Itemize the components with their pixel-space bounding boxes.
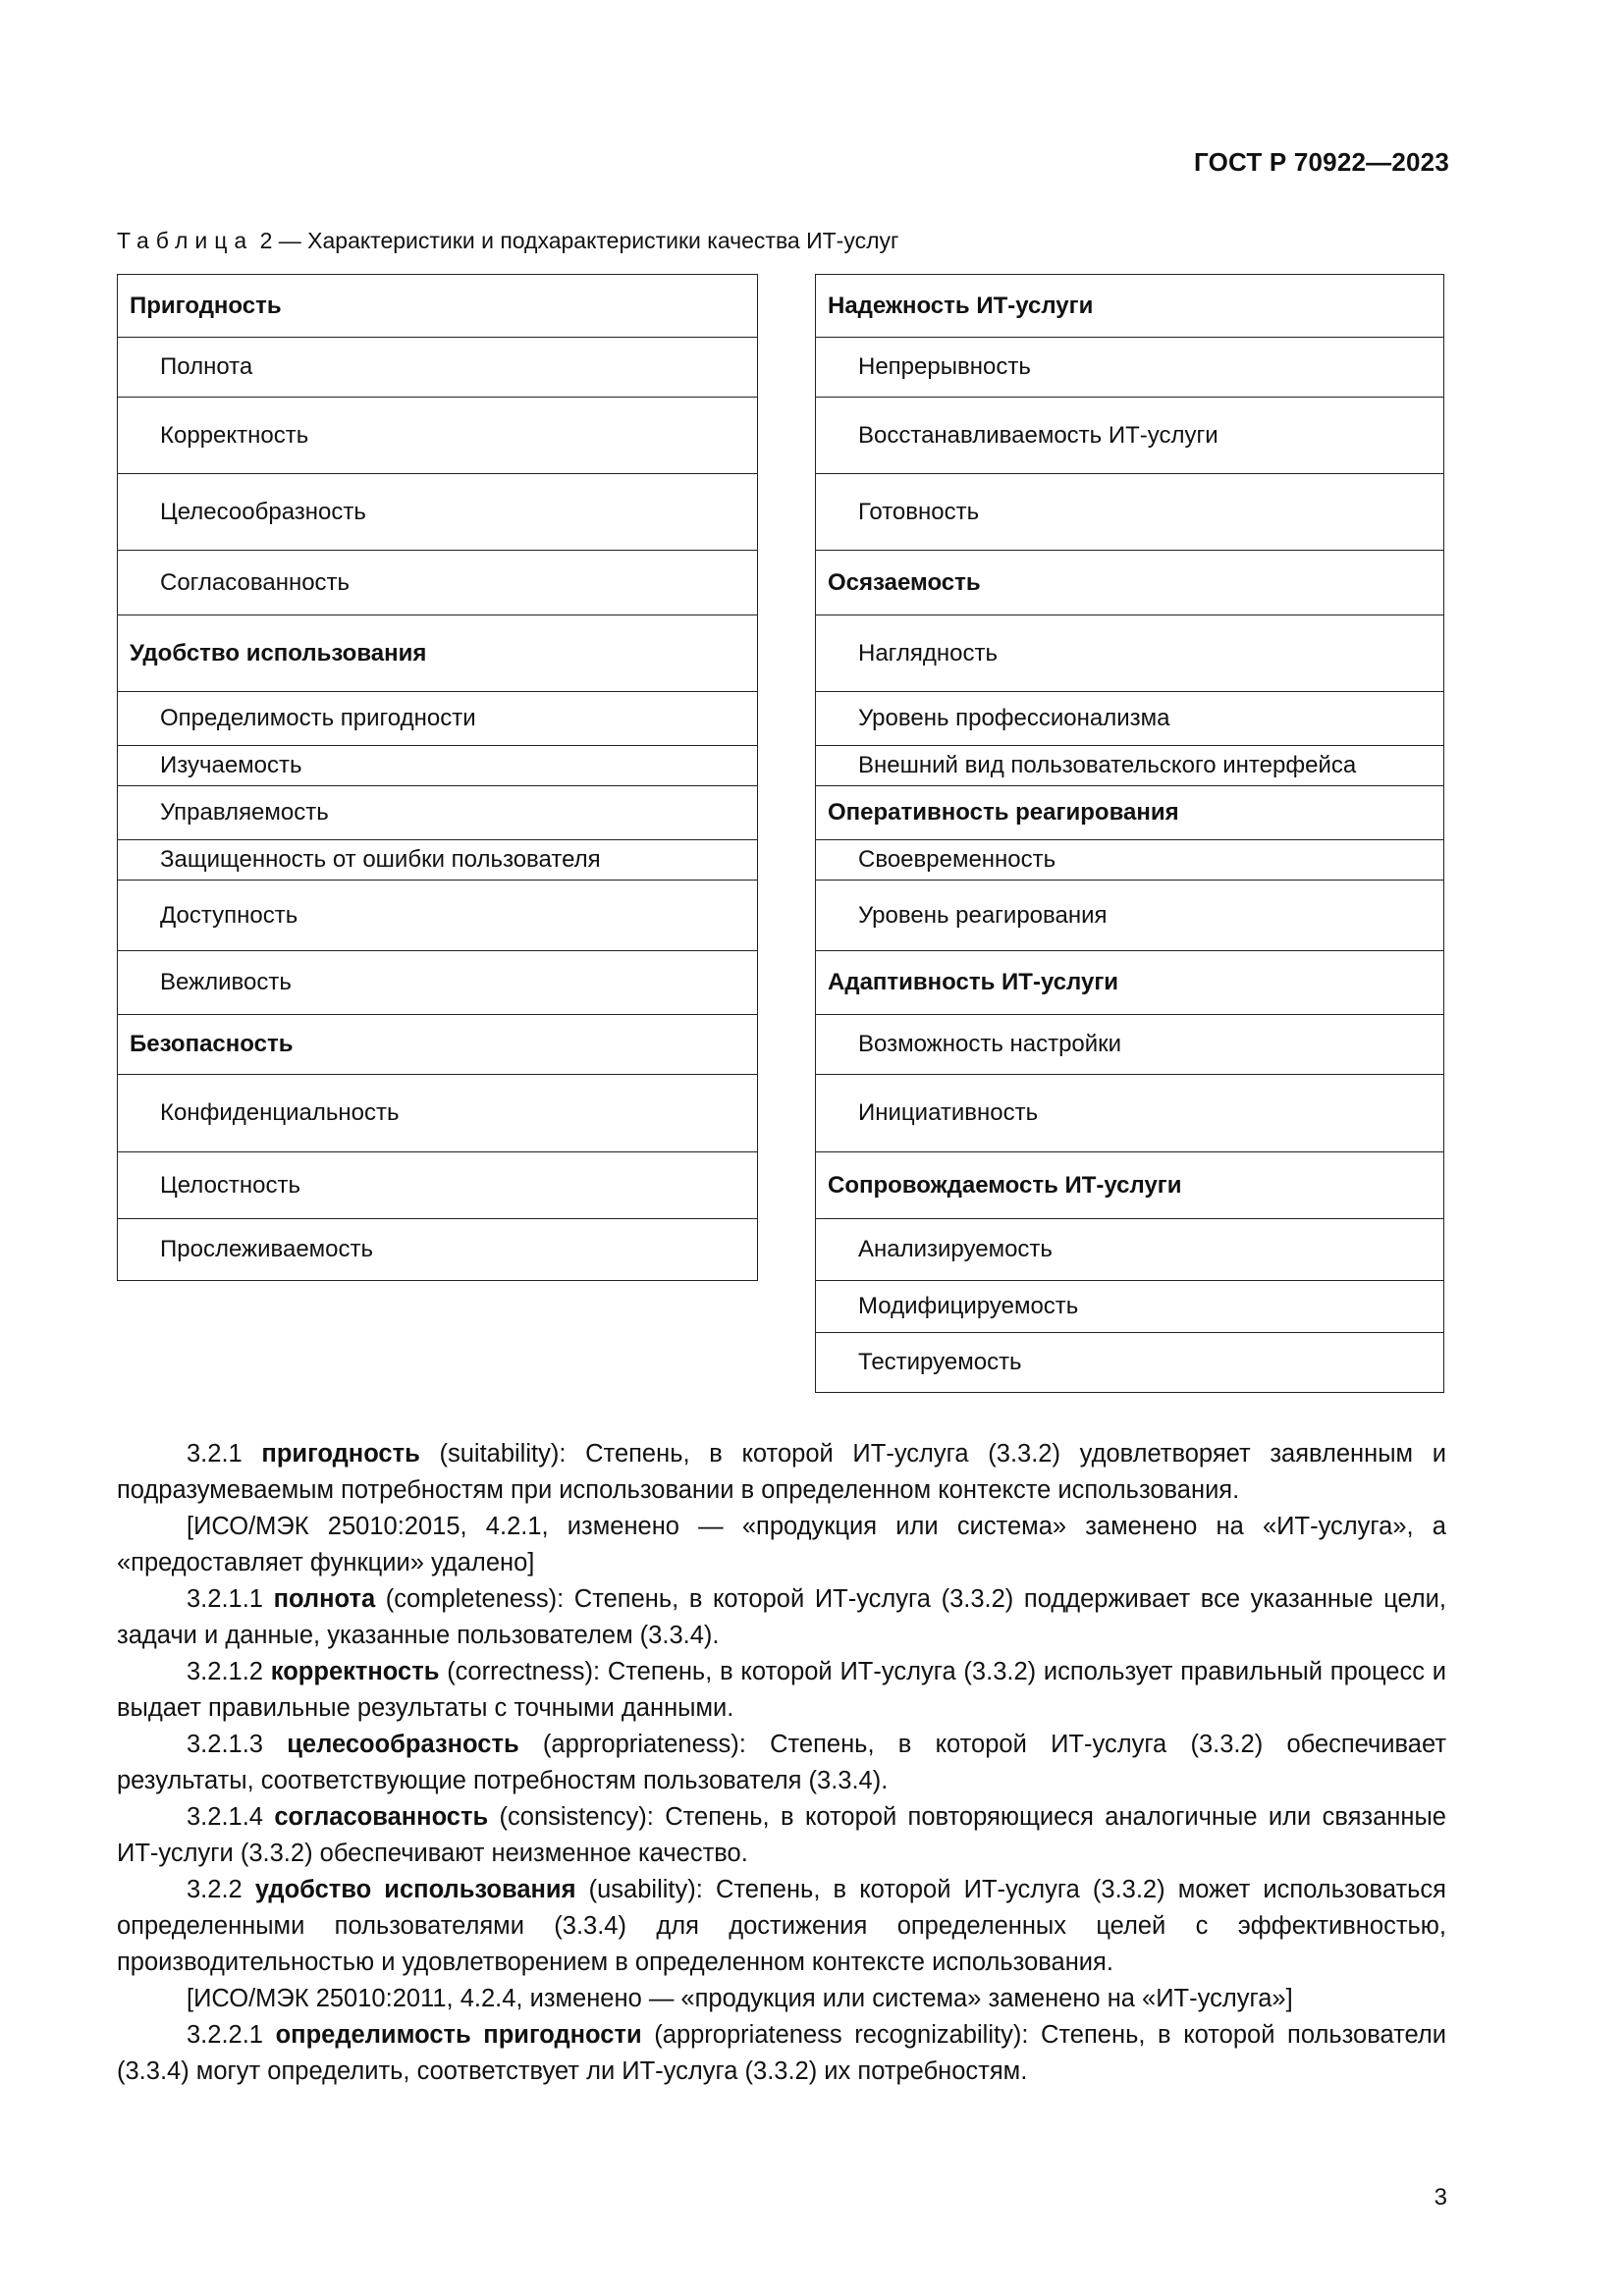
table-cell: Удобство использования [118, 615, 758, 692]
table-cell: Корректность [118, 398, 758, 474]
term-english: (consistency) [499, 1803, 647, 1831]
paragraph [117, 1799, 1446, 1872]
term-english: (suitability) [439, 1440, 560, 1468]
table-cell: Целесообразность [118, 474, 758, 551]
paragraph [117, 1509, 1446, 1581]
table-cell: Уровень профессионализма [816, 692, 1444, 746]
clause-number: 3.2.1.4 [187, 1803, 263, 1831]
term: пригодность [261, 1440, 420, 1468]
table-cell: Вежливость [118, 951, 758, 1015]
table-cell: Наглядность [816, 615, 1444, 692]
table-cell: Готовность [816, 474, 1444, 551]
table-cell: Внешний вид пользовательского интерфейса [816, 746, 1444, 786]
paragraph [117, 1727, 1446, 1799]
clause-number: 3.2.1.1 [187, 1585, 263, 1613]
definition: : Степень, в которой повторяющиеся аналогичные или связанные ИТ-услуги (3.3.2) обеспечивают неизменное качество. [117, 1803, 1446, 1867]
definition: : Степень, в которой ИТ-услуга (3.3.2) поддерживает все указанные цели, задачи и данные, указанные пользователем (3.3.4). [117, 1585, 1446, 1649]
definition: : Степень, в которой ИТ-услуга (3.3.2) обеспечивает результаты, соответствующие потребностям пользователя (3.3.4). [117, 1731, 1447, 1794]
table-cell: Модифицируемость [816, 1281, 1444, 1333]
right-quality-table [815, 274, 1444, 1393]
table-cell: Возможность настройки [816, 1015, 1444, 1075]
source-note: [ИСО/МЭК 25010:2015, 4.2.1, изменено — «продукция или система» заменено на «ИТ-услуга», а «предоставляет функции» удалено] [117, 1513, 1446, 1576]
table-caption-text: 2 — Характеристики и подхарактеристики качества ИТ-услуг [259, 228, 899, 253]
definition: : Степень, в которой пользователи (3.3.4) могут определить, соответствует ли ИТ-услуга (3.3.2) их потребностям. [117, 2021, 1446, 2085]
clause-number: 3.2.2 [187, 1876, 243, 1903]
table-cell: Уровень реагирования [816, 881, 1444, 951]
term: полнота [273, 1585, 376, 1613]
term: корректность [270, 1658, 440, 1685]
table-cell: Пригодность [118, 275, 758, 338]
table-cell: Управляемость [118, 786, 758, 840]
table-cell: Сопровождаемость ИТ-услуги [816, 1152, 1444, 1219]
table-cell: Изучаемость [118, 746, 758, 786]
body-text [117, 1436, 1446, 2090]
table-cell: Инициативность [816, 1075, 1444, 1152]
term: удобство использования [254, 1876, 576, 1903]
table-cell: Прослеживаемость [118, 1219, 758, 1281]
term: целесообразность [287, 1731, 519, 1758]
table-cell: Безопасность [118, 1015, 758, 1075]
paragraph [117, 1872, 1446, 1981]
table-cell: Определимость пригодности [118, 692, 758, 746]
term-english: (correctness) [447, 1658, 593, 1685]
table-cell: Доступность [118, 881, 758, 951]
paragraph [117, 1981, 1446, 2017]
term-english: (completeness) [385, 1585, 558, 1613]
paragraph [117, 1581, 1446, 1654]
page-number: 3 [1434, 2184, 1447, 2211]
term-english: (appropriateness) [542, 1731, 739, 1758]
document-code: ГОСТ Р 70922—2023 [1194, 147, 1449, 177]
source-note: [ИСО/МЭК 25010:2011, 4.2.4, изменено — «продукция или система» заменено на «ИТ-услуга»] [187, 1985, 1293, 2012]
table-cell: Осязаемость [816, 551, 1444, 615]
table-cell: Восстанавливаемость ИТ-услуги [816, 398, 1444, 474]
term: определимость пригодности [275, 2021, 642, 2049]
table-cell: Адаптивность ИТ-услуги [816, 951, 1444, 1015]
table-cell: Согласованность [118, 551, 758, 615]
clause-number: 3.2.2.1 [187, 2021, 263, 2049]
paragraph [117, 1654, 1446, 1727]
table-cell: Тестируемость [816, 1333, 1444, 1393]
table-cell: Защищенность от ошибки пользователя [118, 840, 758, 881]
paragraph [117, 2017, 1446, 2090]
table-cell: Непрерывность [816, 338, 1444, 398]
table-cell: Оперативность реагирования [816, 786, 1444, 840]
term-english: (usability) [588, 1876, 696, 1903]
table-cell: Целостность [118, 1152, 758, 1219]
table-cell: Полнота [118, 338, 758, 398]
term: согласованность [274, 1803, 489, 1831]
table-cell: Конфиденциальность [118, 1075, 758, 1152]
definition: : Степень, в которой ИТ-услуга (3.3.2) может использоваться определенными пользователями (3.3.4) для достижения определенных целей с эффективностью, производительностью и удовлетворением в определенном контексте использования. [117, 1876, 1446, 1976]
table-caption [117, 228, 898, 254]
definition: : Степень, в которой ИТ-услуга (3.3.2) удовлетворяет заявленным и подразумеваемым потребностям при использовании в определенном контексте использования. [117, 1440, 1446, 1504]
left-quality-table [117, 274, 758, 1281]
term-english: (appropriateness recognizability) [654, 2021, 1022, 2049]
clause-number: 3.2.1 [187, 1440, 243, 1468]
table-cell: Анализируемость [816, 1219, 1444, 1281]
paragraph [117, 1436, 1446, 1509]
clause-number: 3.2.1.3 [187, 1731, 263, 1758]
table-cell: Надежность ИТ-услуги [816, 275, 1444, 338]
table-cell: Своевременность [816, 840, 1444, 881]
definition: : Степень, в которой ИТ-услуга (3.3.2) использует правильный процесс и выдает правильные результаты с точными данными. [117, 1658, 1447, 1722]
clause-number: 3.2.1.2 [187, 1658, 263, 1685]
table-caption-label: Таблица [117, 228, 254, 253]
